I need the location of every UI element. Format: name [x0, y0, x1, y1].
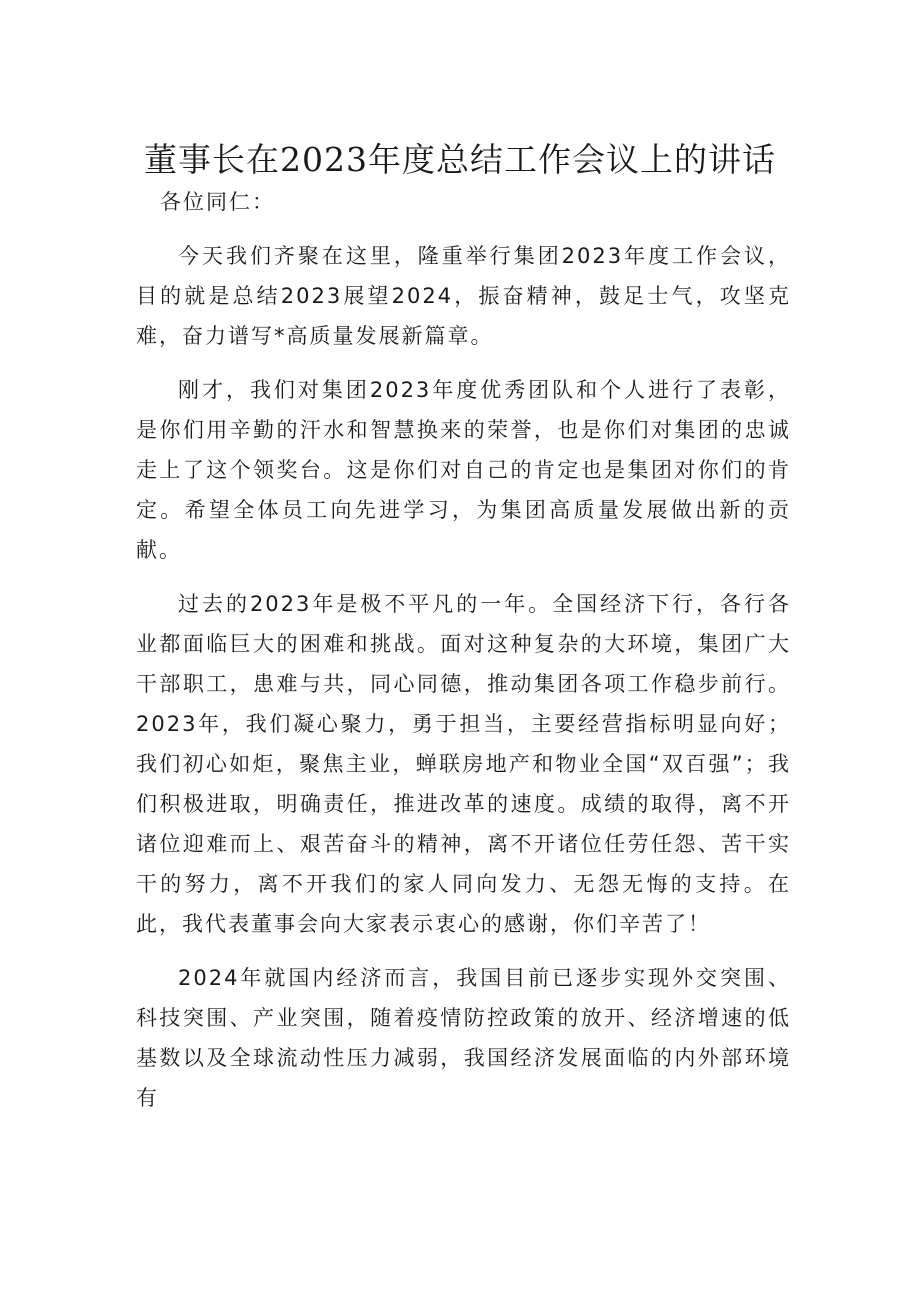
paragraph-outlook-2024: 2024年就国内经济而言，我国目前已逐步实现外交突围、科技突围、产业突围，随着疫情防控政策的放开、经济增速的低基数以及全球流动性压力减弱，我国经济发展面临的内外部环境有 [136, 966, 791, 1110]
paragraph-opening: 今天我们齐聚在这里，隆重举行集团2023年度工作会议，目的就是总结2023展望2024，振奋精神，鼓足士气，攻坚克难，奋力谱写*高质量发展新篇章。 [136, 244, 791, 348]
paragraph-review-2023: 过去的2023年是极不平凡的一年。全国经济下行，各行各业都面临巨大的困难和挑战。面对这种复杂的大环境，集团广大干部职工，患难与共，同心同德，推动集团各项工作稳步前行。2023年，我们凝心聚力，勇于担当，主要经营指标明显向好；我们初心如炬，聚焦主业，蝉联房地产和物业全国“双百强”；我们积极进取，明确责任，推进改革的速度。成绩的取得，离不开诸位迎难而上、艰苦奋斗的精神，离不开诸位任劳任怨、苦干实干的努力，离不开我们的家人同向发力、无怨无悔的支持。在此，我代表董事会向大家表示衷心的感谢，你们辛苦了！ [136, 592, 791, 936]
salutation: 各位同仁： [160, 190, 275, 214]
document-body [136, 182, 791, 1132]
paragraph-commendation: 刚才，我们对集团2023年度优秀团队和个人进行了表彰，是你们用辛勤的汗水和智慧换来的荣誉，也是你们对集团的忠诚走上了这个领奖台。这是你们对自己的肯定也是集团对你们的肯定。希望全体员工向先进学习，为集团高质量发展做出新的贡献。 [136, 378, 791, 562]
document-title: 董事长在2023年度总结工作会议上的讲话 [144, 140, 776, 179]
